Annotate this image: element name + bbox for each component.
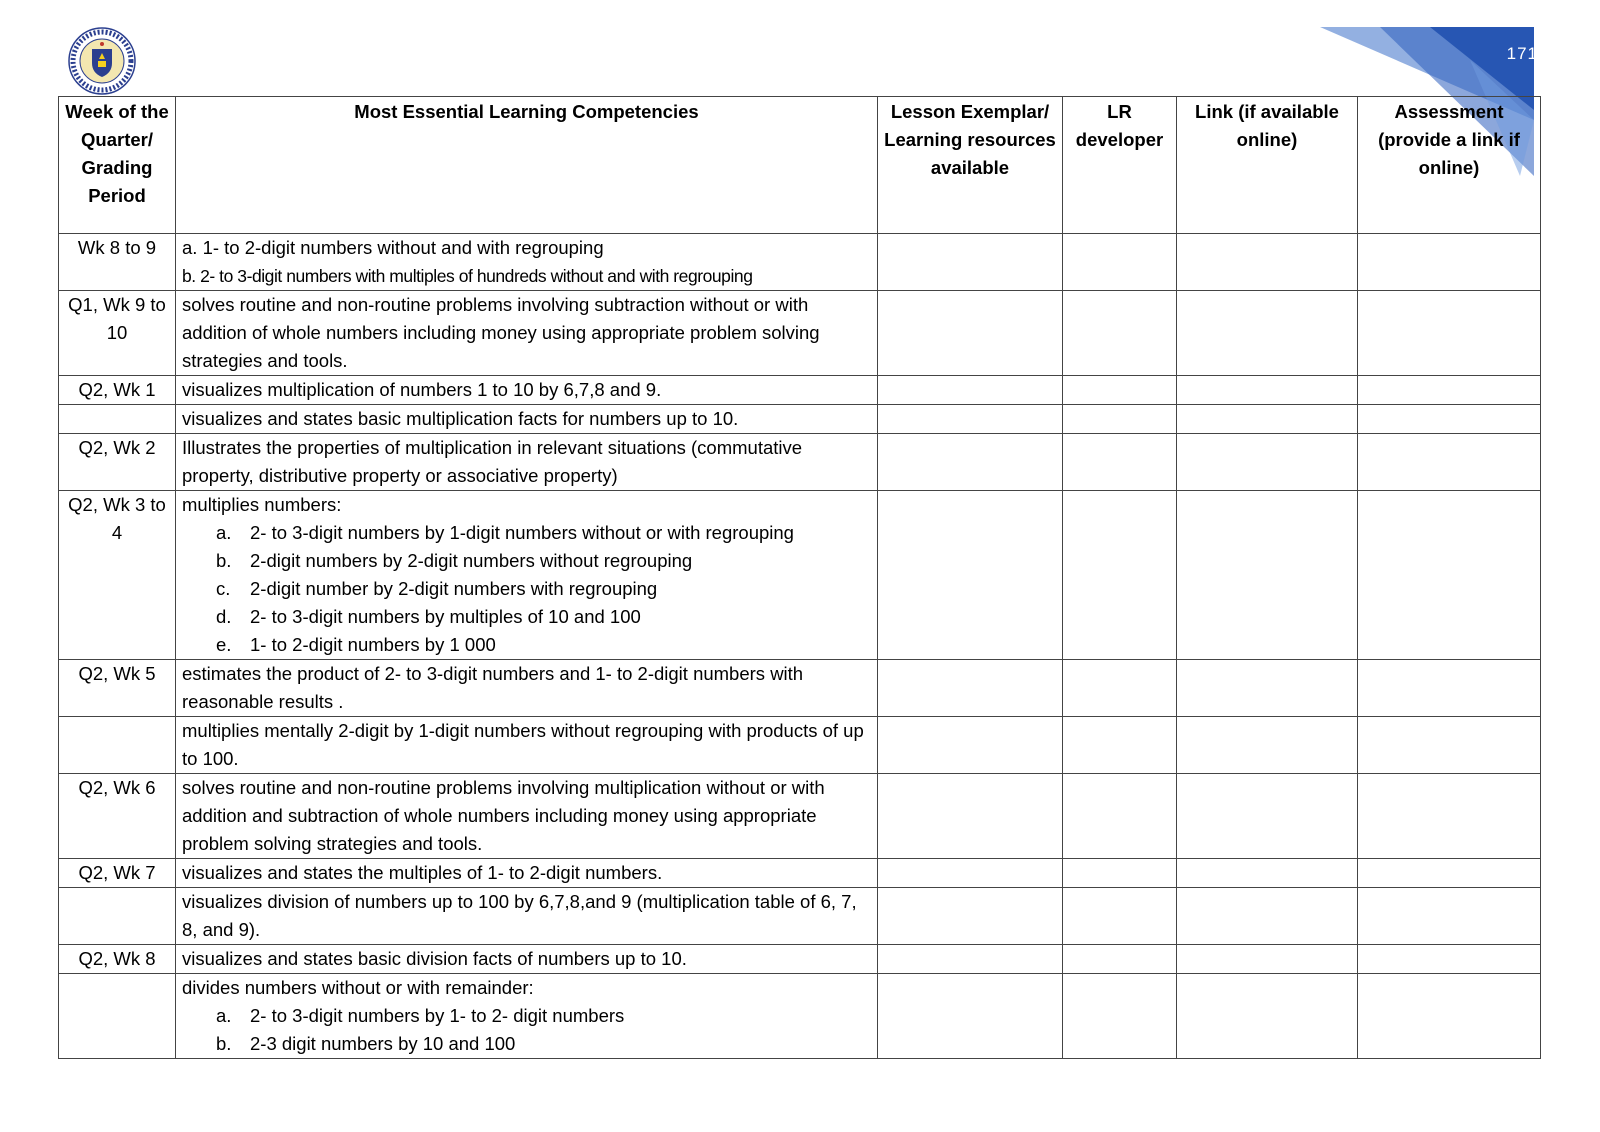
week-cell: Q2, Wk 6 xyxy=(59,774,176,859)
competency-cell xyxy=(176,974,878,1059)
deped-seal-icon xyxy=(68,27,136,95)
link-cell xyxy=(1177,660,1358,717)
assessment-cell xyxy=(1358,660,1541,717)
competency-cell xyxy=(176,234,878,291)
competency-cell: solves routine and non-routine problems involving subtraction without or with addition of whole numbers including money using appropriate problem solving strategies and tools. xyxy=(176,291,878,376)
sub-item-text: 2-3 digit numbers by 10 and 100 xyxy=(250,1033,516,1054)
lesson-exemplar-cell xyxy=(878,291,1063,376)
link-cell xyxy=(1177,945,1358,974)
lesson-exemplar-cell xyxy=(878,888,1063,945)
competency-cell: multiplies mentally 2-digit by 1-digit numbers without regrouping with products of up to 100. xyxy=(176,717,878,774)
sub-item xyxy=(182,603,871,631)
sub-item-text: 2- to 3-digit numbers by 1-digit numbers without or with regrouping xyxy=(250,522,794,543)
page-number: 171 xyxy=(1506,44,1538,63)
table-row xyxy=(59,660,1541,717)
table-row xyxy=(59,234,1541,291)
sub-item xyxy=(182,631,871,659)
link-cell xyxy=(1177,774,1358,859)
competency-intro: multiplies numbers: xyxy=(182,494,342,515)
lesson-exemplar-cell xyxy=(878,945,1063,974)
assessment-cell xyxy=(1358,491,1541,660)
table-row xyxy=(59,888,1541,945)
header-competencies: Most Essential Learning Competencies xyxy=(176,97,878,234)
lr-developer-cell xyxy=(1063,405,1177,434)
link-cell xyxy=(1177,491,1358,660)
lr-developer-cell xyxy=(1063,717,1177,774)
sub-item-text: 2-digit numbers by 2-digit numbers without regrouping xyxy=(250,550,693,571)
competency-cell: visualizes and states basic multiplication facts for numbers up to 10. xyxy=(176,405,878,434)
sub-item xyxy=(182,1002,871,1030)
competency-item: b. 2- to 3-digit numbers with multiples of hundreds without and with regrouping xyxy=(182,266,753,286)
link-cell xyxy=(1177,974,1358,1059)
competency-cell: visualizes division of numbers up to 100 by 6,7,8,and 9 (multiplication table of 6, 7, 8, and 9). xyxy=(176,888,878,945)
table-row xyxy=(59,945,1541,974)
table-row xyxy=(59,974,1541,1059)
week-cell xyxy=(59,888,176,945)
assessment-cell xyxy=(1358,405,1541,434)
sub-item-letter: c. xyxy=(216,578,231,599)
week-cell xyxy=(59,717,176,774)
assessment-cell xyxy=(1358,717,1541,774)
table-row xyxy=(59,434,1541,491)
link-cell xyxy=(1177,434,1358,491)
competency-cell xyxy=(176,491,878,660)
sub-item-letter: d. xyxy=(216,606,232,627)
lr-developer-cell xyxy=(1063,434,1177,491)
lesson-exemplar-cell xyxy=(878,774,1063,859)
assessment-cell xyxy=(1358,434,1541,491)
lesson-exemplar-cell xyxy=(878,491,1063,660)
sub-item xyxy=(182,575,871,603)
header-link: Link (if available online) xyxy=(1177,97,1358,234)
lesson-exemplar-cell xyxy=(878,717,1063,774)
week-cell xyxy=(59,405,176,434)
link-cell xyxy=(1177,717,1358,774)
table-row xyxy=(59,491,1541,660)
lesson-exemplar-cell xyxy=(878,376,1063,405)
lesson-exemplar-cell xyxy=(878,660,1063,717)
competency-cell: visualizes and states basic division facts of numbers up to 10. xyxy=(176,945,878,974)
competency-intro: divides numbers without or with remainder: xyxy=(182,977,534,998)
competency-cell: visualizes and states the multiples of 1- to 2-digit numbers. xyxy=(176,859,878,888)
lr-developer-cell xyxy=(1063,974,1177,1059)
competency-cell: solves routine and non-routine problems involving multiplication without or with addition and subtraction of whole numbers including money using appropriate problem solving strategies and tools. xyxy=(176,774,878,859)
assessment-cell xyxy=(1358,234,1541,291)
link-cell xyxy=(1177,291,1358,376)
sub-item-letter: b. xyxy=(216,1033,232,1054)
link-cell xyxy=(1177,859,1358,888)
table-row xyxy=(59,717,1541,774)
sub-item-text: 2- to 3-digit numbers by 1- to 2- digit numbers xyxy=(250,1005,625,1026)
week-cell: Q2, Wk 8 xyxy=(59,945,176,974)
competencies-table xyxy=(58,96,1541,1059)
lr-developer-cell xyxy=(1063,491,1177,660)
link-cell xyxy=(1177,376,1358,405)
sub-item-text: 1- to 2-digit numbers by 1 000 xyxy=(250,634,496,655)
lr-developer-cell xyxy=(1063,234,1177,291)
lesson-exemplar-cell xyxy=(878,234,1063,291)
competency-cell: visualizes multiplication of numbers 1 to 10 by 6,7,8 and 9. xyxy=(176,376,878,405)
table-row xyxy=(59,859,1541,888)
lesson-exemplar-cell xyxy=(878,859,1063,888)
sub-item-letter: a. xyxy=(216,522,232,543)
week-cell: Wk 8 to 9 xyxy=(59,234,176,291)
link-cell xyxy=(1177,888,1358,945)
week-cell: Q2, Wk 7 xyxy=(59,859,176,888)
lr-developer-cell xyxy=(1063,376,1177,405)
sub-item-letter: a. xyxy=(216,1005,232,1026)
sub-item-letter: b. xyxy=(216,550,232,571)
assessment-cell xyxy=(1358,291,1541,376)
table-row xyxy=(59,774,1541,859)
lr-developer-cell xyxy=(1063,291,1177,376)
header-assessment: Assessment (provide a link if online) xyxy=(1358,97,1541,234)
link-cell xyxy=(1177,405,1358,434)
assessment-cell xyxy=(1358,945,1541,974)
week-cell xyxy=(59,974,176,1059)
table-row xyxy=(59,405,1541,434)
week-cell: Q2, Wk 5 xyxy=(59,660,176,717)
lr-developer-cell xyxy=(1063,774,1177,859)
lesson-exemplar-cell xyxy=(878,974,1063,1059)
header-row xyxy=(59,97,1541,234)
table-row xyxy=(59,376,1541,405)
link-cell xyxy=(1177,234,1358,291)
assessment-cell xyxy=(1358,376,1541,405)
table-row xyxy=(59,291,1541,376)
assessment-cell xyxy=(1358,888,1541,945)
lesson-exemplar-cell xyxy=(878,405,1063,434)
competency-cell: estimates the product of 2- to 3-digit numbers and 1- to 2-digit numbers with reasonable results . xyxy=(176,660,878,717)
lr-developer-cell xyxy=(1063,859,1177,888)
competency-item: a. 1- to 2-digit numbers without and with regrouping xyxy=(182,237,604,258)
assessment-cell xyxy=(1358,774,1541,859)
sub-item xyxy=(182,519,871,547)
header-lesson-exemplar: Lesson Exemplar/ Learning resources available xyxy=(878,97,1063,234)
sub-item-text: 2- to 3-digit numbers by multiples of 10 and 100 xyxy=(250,606,641,627)
week-cell: Q2, Wk 1 xyxy=(59,376,176,405)
lr-developer-cell xyxy=(1063,945,1177,974)
header-lr-developer: LR developer xyxy=(1063,97,1177,234)
sub-item-letter: e. xyxy=(216,634,232,655)
competency-cell: Illustrates the properties of multiplication in relevant situations (commutative property, distributive property or associative property) xyxy=(176,434,878,491)
assessment-cell xyxy=(1358,974,1541,1059)
lr-developer-cell xyxy=(1063,888,1177,945)
header-week: Week of the Quarter/ Grading Period xyxy=(59,97,176,234)
sub-item xyxy=(182,1030,871,1058)
week-cell: Q2, Wk 2 xyxy=(59,434,176,491)
lesson-exemplar-cell xyxy=(878,434,1063,491)
week-cell: Q2, Wk 3 to 4 xyxy=(59,491,176,660)
assessment-cell xyxy=(1358,859,1541,888)
week-cell: Q1, Wk 9 to 10 xyxy=(59,291,176,376)
sub-item xyxy=(182,547,871,575)
lr-developer-cell xyxy=(1063,660,1177,717)
sub-item-text: 2-digit number by 2-digit numbers with regrouping xyxy=(250,578,658,599)
